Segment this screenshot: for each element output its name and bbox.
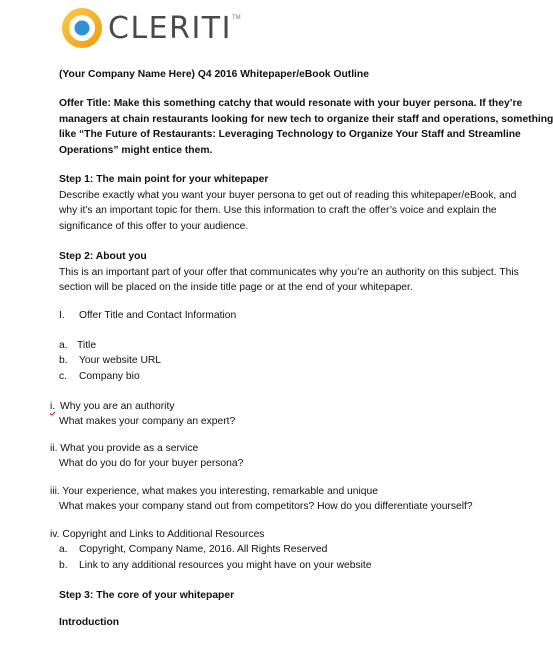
item-i-title: Why you are an authority <box>60 401 175 412</box>
item-iv-title: iv. Copyright and Links to Additional Resources <box>50 529 265 540</box>
item-ii-title: ii. What you provide as a service <box>50 443 199 454</box>
list-item-text: Title <box>77 340 97 351</box>
step2-title: Step 2: About you <box>59 251 147 262</box>
offer-title-line: Offer Title: Make this something catchy that would resonate with your buyer persona. If they’re <box>59 98 523 109</box>
list-marker: b. <box>59 355 68 366</box>
list-item-text: Copyright, Company Name, 2016. All Rights Reserved <box>79 544 328 555</box>
item-ii-desc: What do you do for your buyer persona? <box>59 458 244 469</box>
list-item-text: Link to any additional resources you might have on your website <box>79 560 372 571</box>
step3-title: Step 3: The core of your whitepaper <box>59 590 235 601</box>
step1-title: Step 1: The main point for your whitepaper <box>59 174 269 185</box>
list-marker: i. <box>50 401 56 412</box>
list-marker: I. <box>59 310 65 321</box>
document-heading: (Your Company Name Here) Q4 2016 Whitepaper/eBook Outline <box>59 69 369 80</box>
item-iii-desc: What makes your company stand out from competitors? How do you differentiate yourself? <box>59 501 473 512</box>
step1-line: Describe exactly what you want your buyer persona to get out of reading this whitepaper/eBook, and <box>59 189 517 201</box>
item-iii-title: iii. Your experience, what makes you interesting, remarkable and unique <box>50 486 378 497</box>
cleriti-logo <box>60 4 241 52</box>
list-item-text: Company bio <box>79 371 140 382</box>
list-marker: c. <box>59 371 68 382</box>
step2-line: section will be placed on the inside title page or at the end of your whitepaper. <box>59 282 413 293</box>
list-marker: a. <box>59 340 68 351</box>
list-item-text: Your website URL <box>79 355 162 366</box>
offer-title-line: Operations” might entice them. <box>59 144 213 156</box>
step2-section <box>59 249 529 296</box>
offer-title-paragraph <box>59 96 553 158</box>
brand-name: CLERITI <box>108 10 232 46</box>
brand-tm: TM <box>231 15 241 21</box>
introduction-heading: Introduction <box>59 617 120 628</box>
item-i-desc: What makes your company an expert? <box>59 416 236 427</box>
step1-line: why it’s an important topic for them. Use this information to craft the offer’s voice and explain the <box>59 205 497 216</box>
offer-title-line: managers at chain restaurants looking for new tech to organize their staff and operations, something <box>59 113 553 125</box>
step2-line: This is an important part of your offer that communicates why you’re an authority on this subject. This <box>59 266 519 278</box>
step1-line: significance of this offer to your audience. <box>59 220 249 232</box>
offer-title-line: like “The Future of Restaurants: Leveraging Technology to Organize Your Staff and Streamline <box>59 129 521 140</box>
list-item-text: Offer Title and Contact Information <box>79 310 237 321</box>
list-marker: b. <box>59 560 68 571</box>
cleriti-ring-icon <box>60 6 104 50</box>
list-marker: a. <box>59 544 68 555</box>
step1-section <box>59 172 529 234</box>
